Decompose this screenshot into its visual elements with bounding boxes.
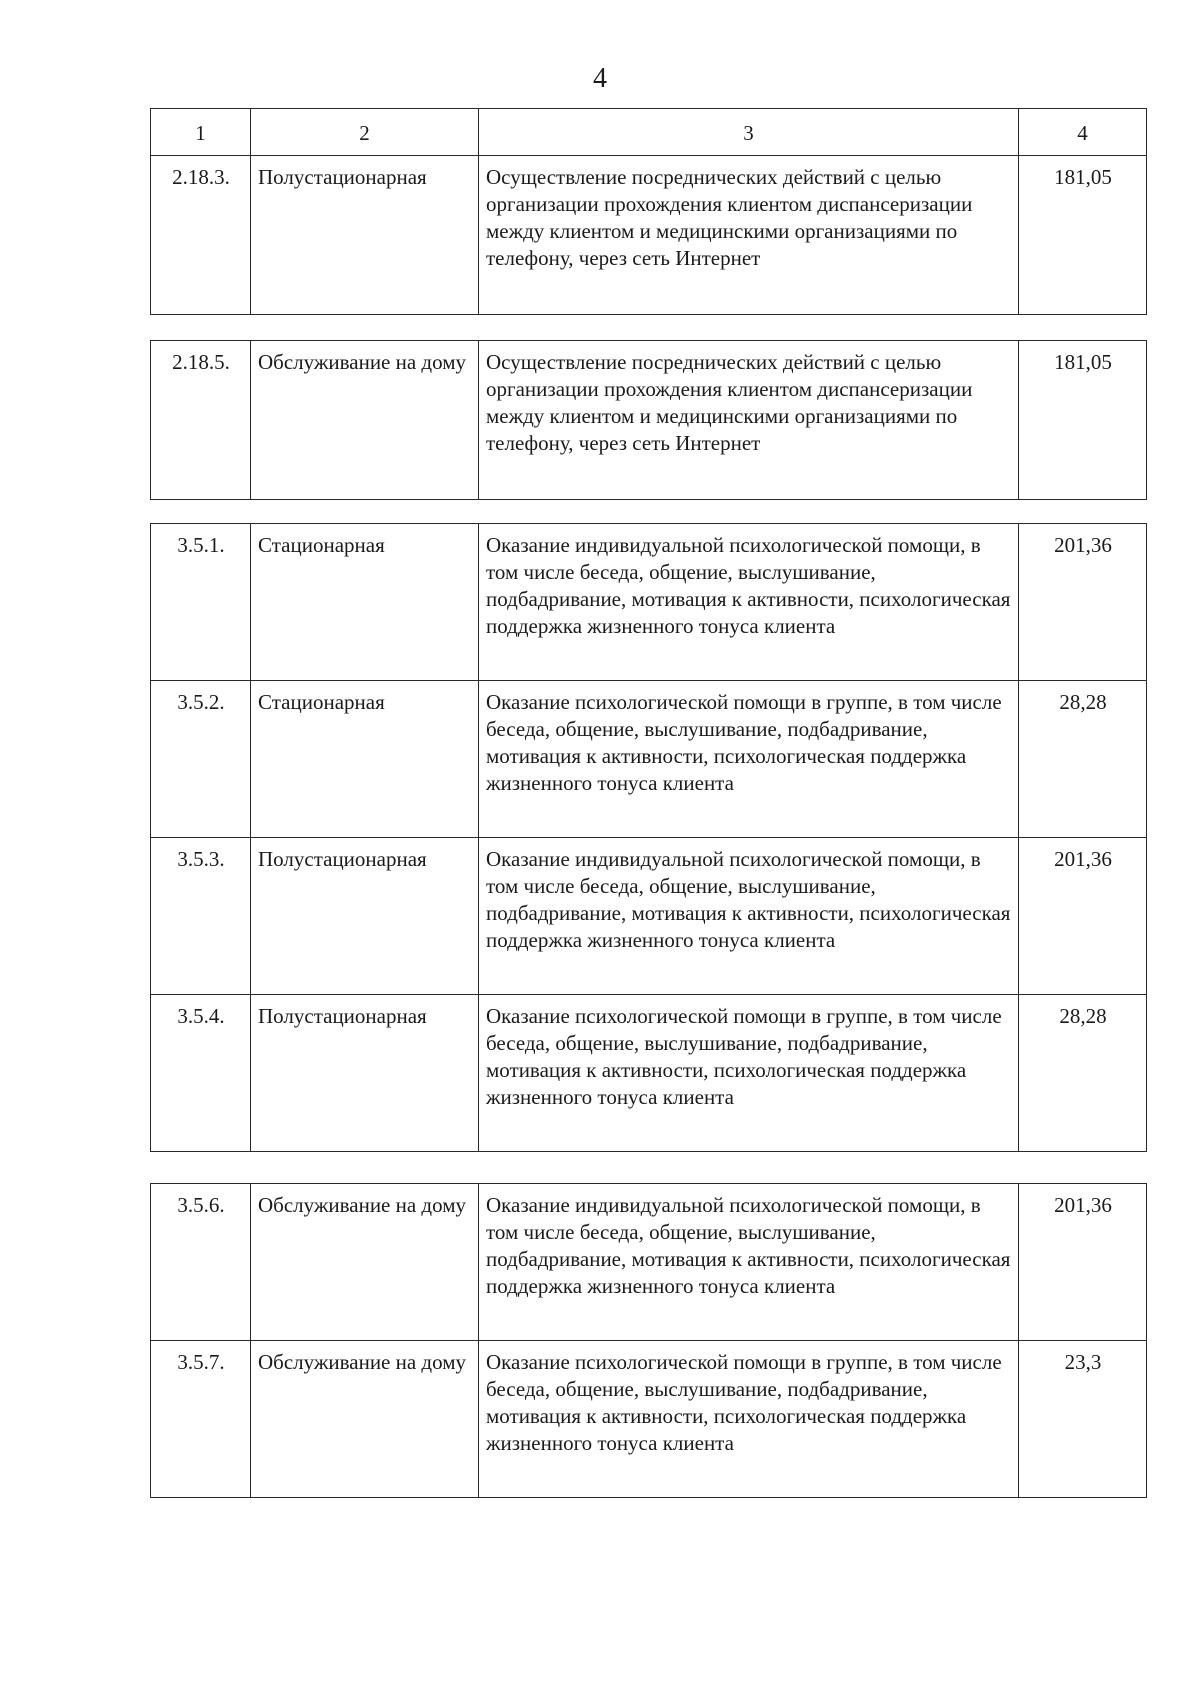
table-row <box>151 1341 1147 1498</box>
page-number: 4 <box>593 63 607 94</box>
table-row <box>151 838 1147 995</box>
service-form: Полустационарная <box>251 838 479 995</box>
service-description: Оказание психологической помощи в группе, в том числе беседа, общение, выслушивание, подбадривание, мотивация к активности, психологическая поддержка жизненного тонуса клиента <box>479 681 1019 838</box>
service-form: Обслуживание на дому <box>251 341 479 500</box>
service-description: Оказание индивидуальной психологической помощи, в том числе беседа, общение, выслушивание, подбадривание, мотивация к активности, психологическая поддержка жизненного тонуса клиента <box>479 524 1019 681</box>
column-number-row <box>151 109 1147 156</box>
service-code: 3.5.4. <box>151 995 251 1152</box>
service-description: Оказание индивидуальной психологической помощи, в том числе беседа, общение, выслушивание, подбадривание, мотивация к активности, психологическая поддержка жизненного тонуса клиента <box>479 838 1019 995</box>
service-tariff: 181,05 <box>1019 341 1147 500</box>
table-row <box>151 341 1147 500</box>
service-code: 2.18.5. <box>151 341 251 500</box>
table-row <box>151 995 1147 1152</box>
service-tariff: 28,28 <box>1019 995 1147 1152</box>
service-code: 3.5.1. <box>151 524 251 681</box>
service-form: Полустационарная <box>251 995 479 1152</box>
service-description: Оказание психологической помощи в группе, в том числе беседа, общение, выслушивание, подбадривание, мотивация к активности, психологическая поддержка жизненного тонуса клиента <box>479 995 1019 1152</box>
column-number-1: 1 <box>151 109 251 156</box>
service-tariff: 23,3 <box>1019 1341 1147 1498</box>
table-row <box>151 156 1147 315</box>
service-tariff: 201,36 <box>1019 1184 1147 1341</box>
service-tariff: 28,28 <box>1019 681 1147 838</box>
service-code: 3.5.3. <box>151 838 251 995</box>
service-tariff: 201,36 <box>1019 524 1147 681</box>
column-number-3: 3 <box>479 109 1019 156</box>
service-code: 3.5.6. <box>151 1184 251 1341</box>
table-row <box>151 1184 1147 1341</box>
service-form: Стационарная <box>251 524 479 681</box>
service-code: 3.5.7. <box>151 1341 251 1498</box>
service-form: Полустационарная <box>251 156 479 315</box>
service-description: Оказание психологической помощи в группе, в том числе беседа, общение, выслушивание, подбадривание, мотивация к активности, психологическая поддержка жизненного тонуса клиента <box>479 1341 1019 1498</box>
service-tariff: 201,36 <box>1019 838 1147 995</box>
services-table-block-2 <box>150 340 1147 500</box>
column-number-2: 2 <box>251 109 479 156</box>
service-code: 3.5.2. <box>151 681 251 838</box>
service-form: Обслуживание на дому <box>251 1184 479 1341</box>
table-row <box>151 681 1147 838</box>
service-tariff: 181,05 <box>1019 156 1147 315</box>
table-row <box>151 524 1147 681</box>
column-number-4: 4 <box>1019 109 1147 156</box>
service-description: Оказание индивидуальной психологической помощи, в том числе беседа, общение, выслушивание, подбадривание, мотивация к активности, психологическая поддержка жизненного тонуса клиента <box>479 1184 1019 1341</box>
service-description: Осуществление посреднических действий с целью организации прохождения клиентом диспансеризации между клиентом и медицинскими организациями по телефону, через сеть Интернет <box>479 156 1019 315</box>
services-table-block-3 <box>150 523 1147 1152</box>
services-table-block-4 <box>150 1183 1147 1498</box>
services-table-block-1 <box>150 108 1147 315</box>
service-code: 2.18.3. <box>151 156 251 315</box>
service-description: Осуществление посреднических действий с целью организации прохождения клиентом диспансеризации между клиентом и медицинскими организациями по телефону, через сеть Интернет <box>479 341 1019 500</box>
service-form: Стационарная <box>251 681 479 838</box>
service-form: Обслуживание на дому <box>251 1341 479 1498</box>
